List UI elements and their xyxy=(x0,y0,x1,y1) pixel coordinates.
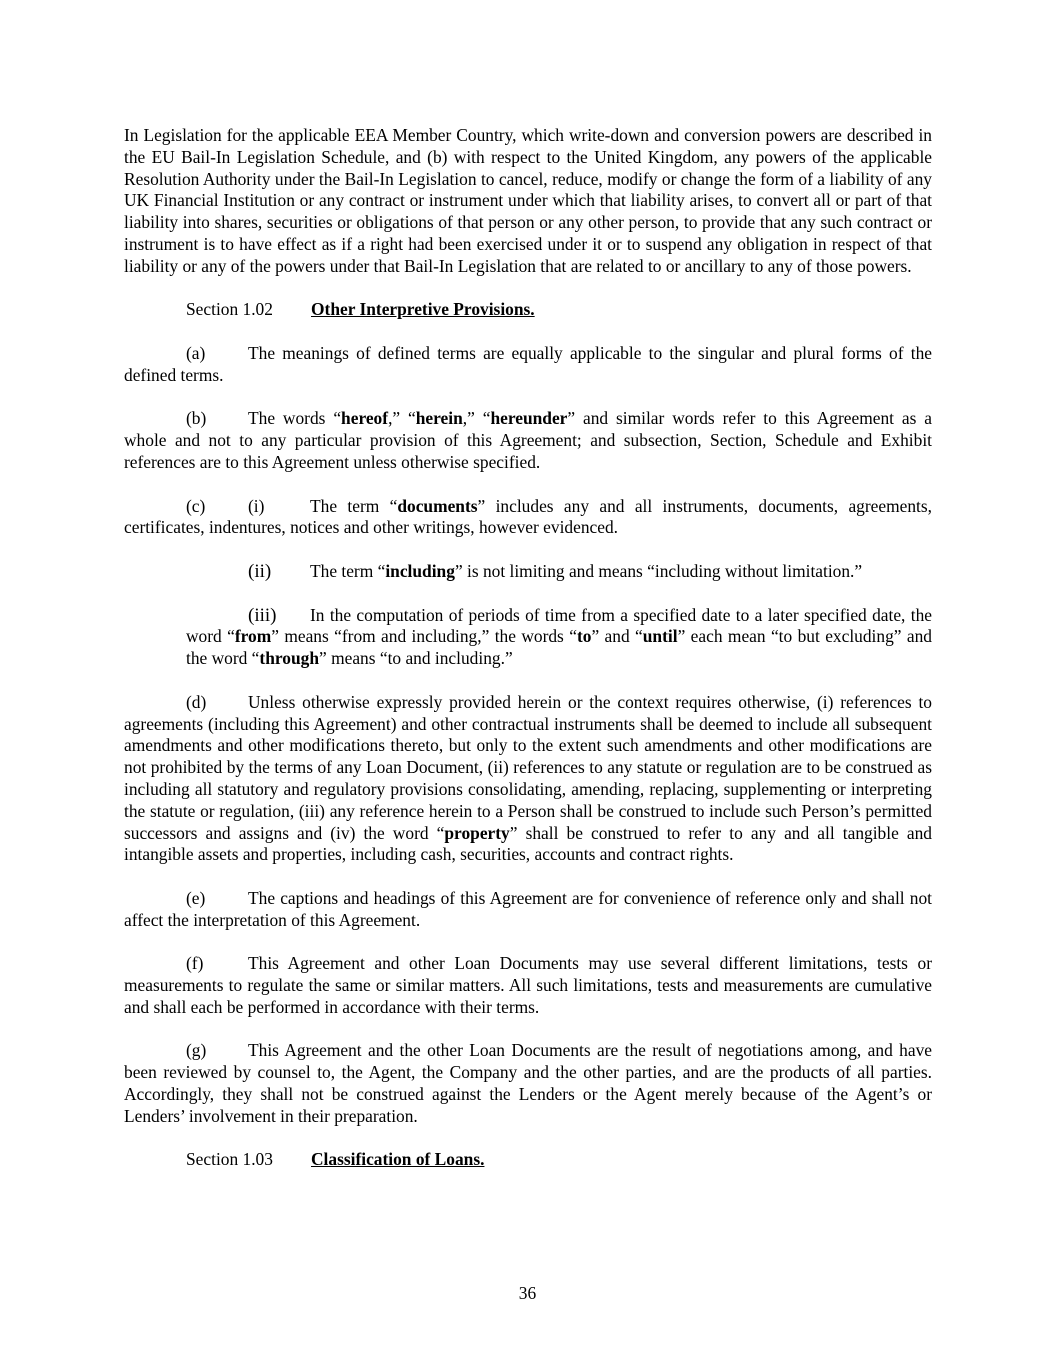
section-title: Other Interpretive Provisions. xyxy=(311,299,535,320)
paragraph-text: This Agreement and the other Loan Documents are the result of negotiations among, and have been reviewed by counsel to, the Agent, the Company and the other parties, and are the products of all parties. Accordingly, they shall not be construed against the Lenders or the Agent merely because of the Agent’s or Lenders’ involvement in their preparation. xyxy=(124,1040,932,1126)
paragraph-c-iii xyxy=(186,605,932,670)
paragraph-label: (e) xyxy=(186,887,206,908)
section-number: Section 1.03 xyxy=(186,1149,273,1170)
defined-term: from xyxy=(234,626,272,647)
paragraph-c-ii xyxy=(124,561,932,583)
paragraph-c-i xyxy=(124,496,932,540)
section-number: Section 1.02 xyxy=(186,299,273,320)
section-1-03-heading xyxy=(124,1149,932,1171)
paragraph-f xyxy=(124,953,932,1018)
subparagraph-label: (ii) xyxy=(248,560,272,582)
text-run: ” shall be construed to refer to any and all tangible and intangible assets and properties, including cash, securities, accounts and contract rights. xyxy=(124,822,932,865)
defined-term: property xyxy=(444,822,510,843)
section-1-02-heading xyxy=(124,299,932,321)
defined-term: herein xyxy=(415,408,463,429)
text-run: Unless otherwise expressly provided herein or the context requires otherwise, (i) references to agreements (including this Agreement) and other contractual instruments shall be deemed to include all subsequent amendments and other modifications thereto, but only to the extent such amendments and other modifications are not prohibited by the terms of any Loan Document, (ii) references to any statute or regulation are to be construed as including all statutory and regulatory provisions consolidating, amending, replacing, supplementing or interpreting the statute or regulation, (iii) any reference herein to a Person shall be construed to include such Person’s permitted successors and assigns and (iv) the word “ xyxy=(124,691,932,843)
defined-term: including xyxy=(385,560,455,581)
subparagraph-label: (iii) xyxy=(248,604,277,626)
paragraph-d xyxy=(124,692,932,866)
paragraph-text: The captions and headings of this Agreement are for convenience of reference only and shall not affect the interpretation of this Agreement. xyxy=(124,887,932,930)
defined-term: through xyxy=(259,648,320,669)
section-title: Classification of Loans. xyxy=(311,1149,485,1170)
defined-term: hereof xyxy=(341,408,389,429)
intro-paragraph: In Legislation for the applicable EEA Member Country, which write-down and conversion powers are described in the EU Bail-In Legislation Schedule, and (b) with respect to the United Kingdom, any powers of the applicable Resolution Authority under the Bail-In Legislation to cancel, reduce, modify or change the form of a liability of any UK Financial Institution or any contract or instrument under which that liability arises, to convert all or part of that liability into shares, securities or obligations of that person or any other person, to provide that any such contract or instrument is to have effect as if a right had been exercised under it or to suspend any obligation in respect of that liability or any of the powers under that Bail-In Legislation that are related to or ancillary to any of those powers. xyxy=(124,125,932,276)
text-run: ” each mean “to but excluding” and the word “ xyxy=(186,626,932,669)
paragraph-label: (a) xyxy=(186,342,206,363)
text-run: ” includes any and all instruments, documents, agreements, certificates, indentures, notices and other writings, however evidenced. xyxy=(124,495,932,538)
subparagraph-label: (i) xyxy=(248,495,265,516)
paragraph-label: (f) xyxy=(186,953,204,974)
text-run: ” is not limiting and means “including without limitation.” xyxy=(454,560,863,581)
paragraph-b xyxy=(124,408,932,473)
text-run: The term “ xyxy=(310,495,398,516)
text-run: ,” “ xyxy=(462,408,491,429)
text-run: In the computation of periods of time from a specified date to a later specified date, the word “ xyxy=(186,604,932,647)
text-run: ” and similar words refer to this Agreement as a whole and not to any particular provision of this Agreement; and subsection, Section, Schedule and Exhibit references are to this Agreement unless otherwise specified. xyxy=(124,408,932,472)
paragraph-g xyxy=(124,1040,932,1127)
paragraph-label: (d) xyxy=(186,691,207,712)
defined-term: until xyxy=(642,626,678,647)
paragraph-label: (b) xyxy=(186,408,207,429)
paragraph-text: This Agreement and other Loan Documents may use several different limitations, tests or measurements to regulate the same or similar matters. All such limitations, tests and measurements are cumulative and shall each be performed in accordance with their terms. xyxy=(124,953,932,1017)
text-run: ” and “ xyxy=(591,626,643,647)
paragraph-e xyxy=(124,888,932,932)
paragraph-text: The meanings of defined terms are equally applicable to the singular and plural forms of the defined terms. xyxy=(124,342,932,385)
defined-term: to xyxy=(576,626,592,647)
text-run: ” means “to and including.” xyxy=(319,648,513,669)
document-page xyxy=(124,125,932,1193)
defined-term: hereunder xyxy=(490,408,568,429)
paragraph-label: (g) xyxy=(186,1040,207,1061)
page-number: 36 xyxy=(518,1283,537,1303)
text-run: ,” “ xyxy=(388,408,416,429)
paragraph-a xyxy=(124,343,932,387)
text-run: The words “ xyxy=(248,408,342,429)
text-run: The term “ xyxy=(310,560,386,581)
defined-term: documents xyxy=(397,495,478,516)
paragraph-label: (c) xyxy=(186,495,206,516)
text-run: ” means “from and including,” the words “ xyxy=(271,626,577,647)
